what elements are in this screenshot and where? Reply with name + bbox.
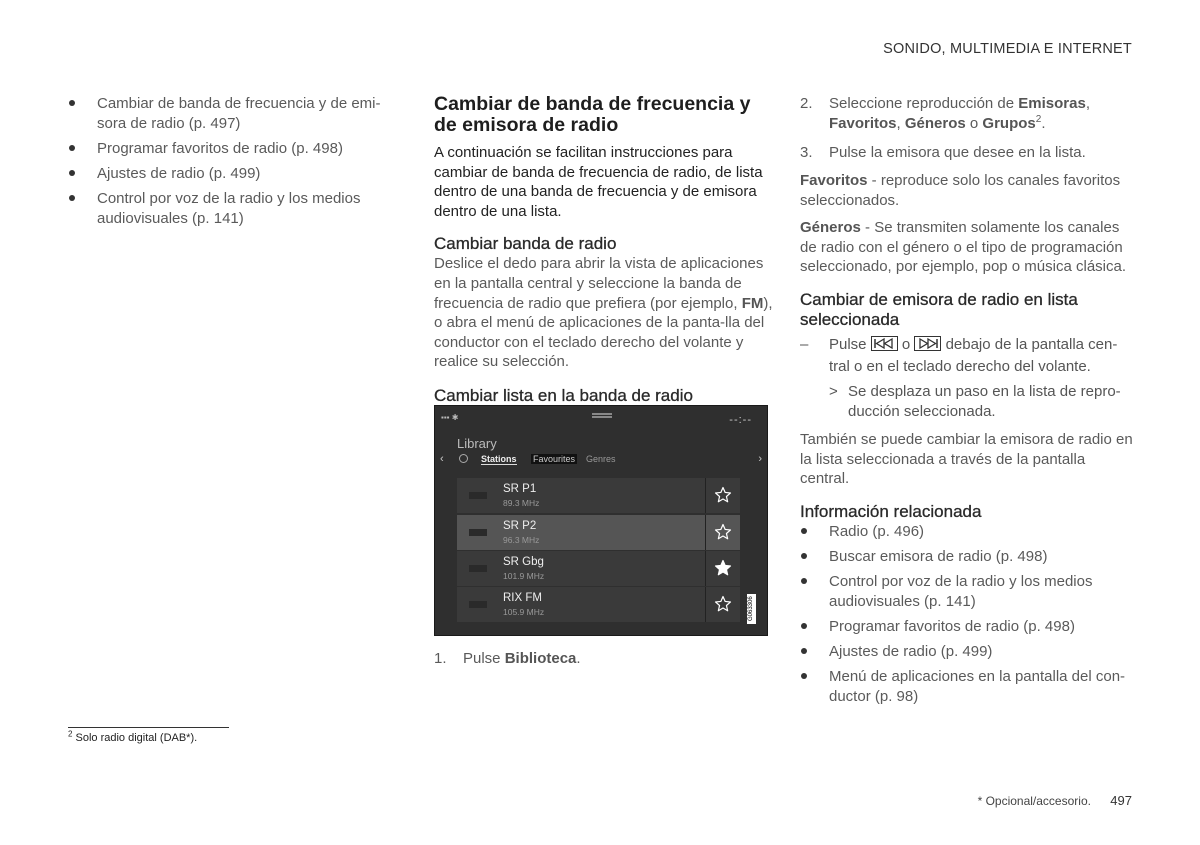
bullet-icon: [69, 100, 75, 106]
clock-display: --:--: [729, 414, 752, 426]
page-number: 497: [1110, 793, 1132, 808]
step-1: 1. Pulse Biblioteca.: [434, 650, 581, 667]
skip-forward-icon: [914, 336, 941, 357]
middle-column: [434, 94, 774, 406]
station-logo-icon: [469, 565, 487, 572]
band-paragraph: Deslice el dedo para abrir la vista de aplicaciones en la pantalla central y seleccione la banda de frecuencia de radio que prefiera (por ejemplo, FM), o abra el menú de aplicaciones de la panta-lla del conductor con el teclado derecho del volante y realice su selección.: [434, 255, 773, 371]
star-outline-icon[interactable]: [705, 478, 740, 513]
library-title: Library: [457, 436, 497, 451]
grupos-term: Grupos: [982, 115, 1036, 132]
station-frequency: 96.3 MHz: [503, 535, 540, 545]
intro-paragraph: A continuación se facilitan instrucciones para cambiar de banda de frecuencia de radio, de lista dentro de una banda de frecuencia y de emisora dentro de una lista.: [434, 144, 763, 220]
list-item[interactable]: Ajustes de radio (p. 499): [68, 164, 386, 184]
step-2: 2. Seleccione reproducción de Emisoras, Favoritos, Géneros o Grupos$^2$.: [800, 95, 1091, 132]
left-column: [68, 94, 386, 234]
footnote-rule: [68, 727, 229, 728]
bullet-icon: [69, 170, 75, 176]
bullet-icon: [801, 578, 807, 584]
list-item[interactable]: Ajustes de radio (p. 499): [800, 642, 1135, 662]
bullet-icon: [801, 623, 807, 629]
station-name: SR Gbg: [503, 556, 544, 568]
section-title: Cambiar de banda de frecuencia y de emisora de radio: [434, 93, 751, 136]
station-row[interactable]: [457, 478, 740, 513]
subsection-title-band: Cambiar banda de radio: [434, 234, 617, 254]
bullet-icon: [69, 195, 75, 201]
emisoras-term: Emisoras: [1018, 95, 1086, 112]
chevron-right-icon[interactable]: ›: [758, 453, 762, 465]
bullet-icon: [801, 528, 807, 534]
station-row[interactable]: [457, 551, 740, 586]
bullet-icon: [69, 145, 75, 151]
drag-handle-icon: [592, 413, 612, 415]
station-frequency: 101.9 MHz: [503, 571, 545, 581]
also-paragraph: También se puede cambiar la emisora de radio en la lista seleccionada a través de la pantalla central.: [800, 430, 1133, 488]
result-line: > Se desplaza un paso en la lista de repro-ducción seleccionada.: [829, 382, 1121, 420]
list-item[interactable]: Radio (p. 496): [800, 522, 1135, 542]
station-name: SR P2: [503, 520, 537, 532]
list-item[interactable]: Cambiar de banda de frecuencia y de emi-sora de radio (p. 497): [68, 94, 386, 134]
footnote: $^2$ Solo radio digital (DAB*).: [68, 729, 198, 744]
station-frequency: 89.3 MHz: [503, 498, 540, 508]
running-header: SONIDO, MULTIMEDIA E INTERNET: [883, 41, 1132, 57]
list-item[interactable]: Control por voz de la radio y los medios audiovisuales (p. 141): [800, 572, 1135, 612]
generos-term: Géneros: [904, 115, 966, 132]
station-name: SR P1: [503, 483, 537, 495]
star-outline-icon[interactable]: [705, 587, 740, 622]
list-item[interactable]: Control por voz de la radio y los medios audiovisuales (p. 141): [68, 189, 386, 229]
biblioteca-term: Biblioteca: [504, 650, 577, 667]
station-frequency: 105.9 MHz: [503, 607, 545, 617]
search-icon[interactable]: [459, 454, 468, 463]
related-info-title: Información relacionada: [800, 501, 982, 521]
chevron-left-icon[interactable]: ‹: [440, 453, 444, 465]
tab-favourites[interactable]: Favourites: [533, 454, 576, 464]
favoritos-term: Favoritos: [829, 115, 897, 132]
list-item[interactable]: Menú de aplicaciones en la pantalla del con-ductor (p. 98): [800, 667, 1135, 707]
station-row[interactable]: [457, 515, 740, 550]
footnote-ref: 2: [1035, 114, 1042, 125]
status-icons: ▪▪▪ ✱: [441, 413, 459, 422]
station-logo-icon: [469, 492, 487, 499]
bullet-icon: [801, 648, 807, 654]
right-column: [800, 94, 1135, 712]
star-outline-icon[interactable]: [705, 515, 740, 550]
station-name: RIX FM: [503, 592, 542, 604]
subsection-title-list: Cambiar lista en la banda de radio: [434, 385, 693, 405]
subsection-title-station: Cambiar de emisora de radio en lista seleccionada: [800, 289, 1078, 329]
station-row[interactable]: [457, 587, 740, 622]
image-code: G063306: [747, 594, 756, 624]
dash-instruction: – Pulse o debajo de la pantalla cen-tral o en el teclado derecho del volante.: [800, 335, 1118, 375]
step-3: 3. Pulse la emisora que desee en la lista.: [800, 144, 1086, 161]
bullet-icon: [801, 553, 807, 559]
topic-link-list: [68, 94, 386, 229]
tab-genres[interactable]: Genres: [586, 454, 616, 464]
optional-note: * Opcional/accesorio.: [977, 794, 1091, 808]
page-footer: [978, 793, 1132, 808]
tab-stations[interactable]: Stations: [481, 454, 517, 464]
station-logo-icon: [469, 529, 487, 536]
favoritos-definition: Favoritos - reproduce solo los canales favoritos seleccionados.: [800, 172, 1121, 209]
station-logo-icon: [469, 601, 487, 608]
radio-library-screenshot: [434, 405, 768, 636]
star-filled-icon[interactable]: [705, 551, 740, 586]
list-item[interactable]: Programar favoritos de radio (p. 498): [800, 617, 1135, 637]
step-1-block: [434, 649, 774, 669]
library-tabbar: [435, 454, 767, 468]
related-link-list: [800, 522, 1135, 707]
bullet-icon: [801, 673, 807, 679]
fm-term: FM: [741, 294, 764, 312]
list-item[interactable]: Buscar emisora de radio (p. 498): [800, 547, 1135, 567]
skip-back-icon: [871, 336, 898, 357]
generos-definition: Géneros - Se transmiten solamente los canales de radio con el género o el tipo de programación seleccionado, por ejemplo, pop o música clásica.: [800, 219, 1127, 276]
list-item[interactable]: Programar favoritos de radio (p. 498): [68, 139, 386, 159]
